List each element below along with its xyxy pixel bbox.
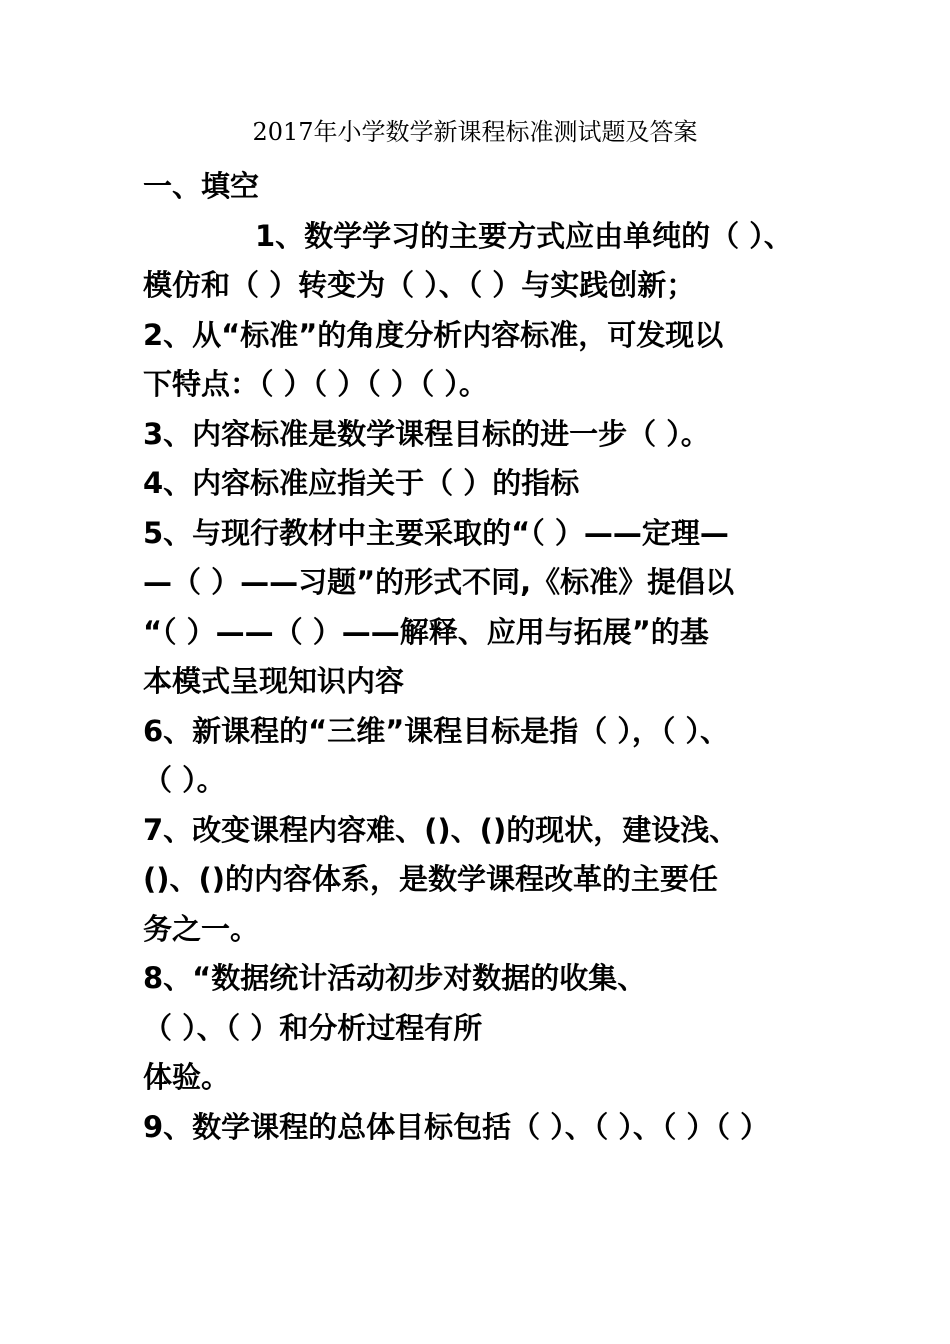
document-body: [143, 162, 823, 1152]
question-5-line-2: —（ ）——习题”的形式不同,《标准》提倡以: [143, 565, 735, 599]
question-5-line-3: “（ ）——（ ）——解释、应用与拓展”的基: [143, 614, 709, 649]
question-2-line-1: 2、从“标准”的角度分析内容标准，可发现以: [143, 317, 724, 352]
question-5-line-1: 5、与现行教材中主要采取的“（ ）——定理—: [143, 515, 729, 550]
question-6-line-2: （ ）。: [143, 763, 226, 797]
question-4-line-1: 4、内容标准应指关于（ ）的指标: [143, 466, 580, 500]
question-3-line-1: 3、内容标准是数学课程目标的进一步（ ）。: [143, 416, 710, 451]
question-8-line-3: 体验。: [143, 1060, 231, 1094]
section-heading: 一、填空: [143, 169, 260, 203]
question-7-line-3: 务之一。: [143, 911, 260, 946]
question-6-line-1: 6、新课程的“三维”课程目标是指（ ），（ ）、: [143, 713, 729, 748]
question-7-line-2: ()、()的内容体系，是数学课程改革的主要任: [143, 862, 719, 896]
question-1-line-1: 1、数学学习的主要方式应由单纯的（ ）、: [255, 218, 793, 253]
question-9-line-1: 9、数学课程的总体目标包括（ ）、（ ）、（ ）（ ）: [143, 1109, 770, 1144]
question-2-line-2: 下特点：（ ）（ ）（ ）（ ）。: [143, 367, 488, 401]
question-8-line-1: 8、“数据统计活动初步对数据的收集、: [143, 961, 647, 995]
question-7-line-1: 7、改变课程内容难、()、()的现状，建设浅、: [143, 812, 739, 847]
question-8-line-2: （ ）、（ ）和分析过程有所: [143, 1010, 483, 1045]
question-5-line-4: 本模式呈现知识内容: [143, 664, 405, 698]
question-1-line-2: 模仿和（ ）转变为（ ）、（ ）与实践创新；: [143, 268, 696, 302]
document-title: 2017年小学数学新课程标准测试题及答案: [252, 118, 698, 146]
